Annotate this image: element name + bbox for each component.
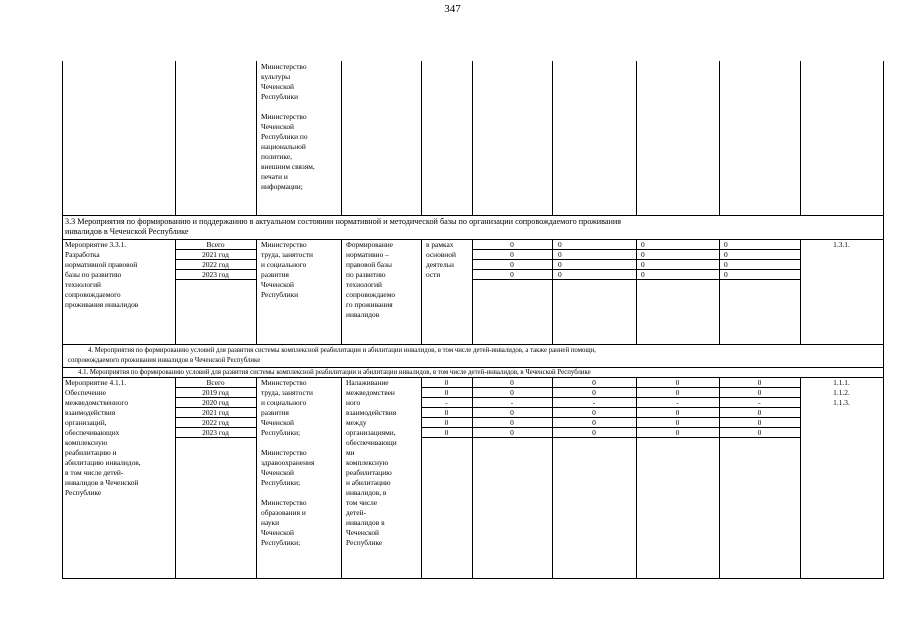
measure-3-3-1-values-col1: 0 0 0 0 — [510, 240, 514, 279]
measure-4-1-1-executor: Министерство труда, занятости и социального развития Чеченской Республики; Министерство здравоохранения Чеченской Республики; Министерство образования и науки Чеченской Республики; — [261, 378, 315, 547]
section-3-3-heading: 3.3 Мероприятия по формированию и поддержанию в актуальном состоянии нормативной и методической базы по организации сопровождаемого проживания — [65, 217, 622, 226]
measure-3-3-1-years: Всего 2021 год 2022 год 2023 год — [202, 240, 229, 279]
measure-4-1-1-years: Всего 2019 год 2020 год 2021 год 2022 год 2023 год — [202, 378, 229, 437]
measure-4-1-1-values-col2: 0 0 - 0 0 0 — [510, 378, 514, 437]
section-4-heading: 4. Мероприятия по формированию условий для развития системы комплексной реабилитации и абилитации инвалидов, в том числе детей-инвалидов, а также ранней помощи, — [88, 347, 596, 354]
measure-4-1-1-result: Налаживание межведомствен ного взаимодействия между организациями, обеспечивающи ми комплексную реабилитацию и абилитацию инвалидов, в том числе детей- инвалидов в Чеченской Республике — [346, 378, 397, 547]
program-table — [62, 61, 884, 579]
measure-3-3-1-values-col2: 0 0 0 0 — [558, 240, 562, 279]
measure-3-3-1-executor: Министерство труда, занятости и социального развития Чеченской Республики — [261, 240, 313, 299]
executor-list-top: Министерство культуры Чеченской Республики Министерство Чеченской Республики по национальной политике, внешним связям, печати и информации; — [261, 62, 315, 191]
measure-3-3-1-name: Мероприятие 3.3.1. Разработка нормативной правовой базы по развитию технологий сопровождаемого проживания инвалидов — [65, 240, 139, 309]
measure-4-1-1-indicators: 1.1.1. 1.1.2. 1.1.3. — [833, 378, 850, 407]
section-3-3-heading-cont: инвалидов в Чеченской Республике — [65, 227, 189, 236]
measure-4-1-1-values-col4: 0 0 - 0 0 0 — [675, 378, 680, 437]
page-number: 347 — [444, 3, 461, 15]
measure-3-3-1-result: Формирование нормативно – правовой базы по развитию технологий сопровождаемо го проживания инвалидов — [346, 240, 396, 319]
section-4-1-heading: 4.1. Мероприятия по формированию условий для развития системы комплексной реабилитации и абилитации инвалидов, в том числе детей-инвалидов, в Чеченской Республике — [78, 369, 591, 376]
measure-4-1-1-values-col3: 0 0 - 0 0 0 — [592, 378, 596, 437]
measure-4-1-1-name: Мероприятие 4.1.1. Обеспечение межведомственного взаимодействия организаций, обеспечивающих комплексную реабилитацию и абилитацию инвалидов, в том числе детей- инвалидов в Чеченской Республике — [65, 378, 141, 497]
measure-4-1-1-values-col5: 0 0 - 0 0 0 — [757, 378, 762, 437]
section-4-heading-cont: сопровождаемого проживания инвалидов в Чеченской Республике — [68, 357, 261, 364]
measure-3-3-1-values-col4: 0 0 0 0 — [724, 240, 728, 279]
measure-4-1-1-values-col1: 0 0 - 0 0 0 — [444, 378, 449, 437]
measure-3-3-1-indicator: 1.3.1. — [833, 240, 850, 249]
measure-3-3-1-values-col3: 0 0 0 0 — [641, 240, 645, 279]
measure-3-3-1-funding: в рамках основной деятельн ости — [426, 240, 456, 279]
